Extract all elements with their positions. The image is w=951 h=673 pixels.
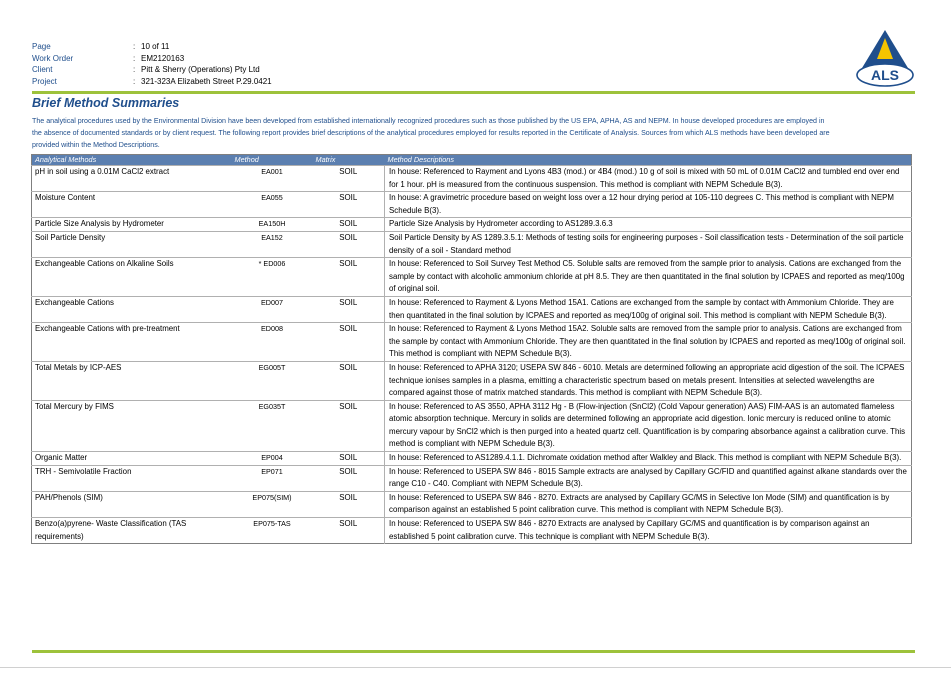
- method-description: In house: Referenced to AS 3550, APHA 3112 Hg - B (Flow-injection (SnCl2) (Cold Vapour generation) AAS) FIM-AAS is an automated flameless atomic absorption technique. Mercury in solids are determined following an appropriate acid digestion. Ionic mercury is reduced online to atomic mercury vapour by SnCl2 which is then purged into a heated quartz cell. Quantification is by comparing absorbance against a calibration curve. This method is compliant with NEPM Schedule B(3).: [385, 400, 912, 451]
- analytical-method: Exchangeable Cations with pre-treatment: [32, 323, 232, 362]
- method-description: Soil Particle Density by AS 1289.3.5.1: Methods of testing soils for engineering purposes - Soil classification tests - Determination of the soil particle density of a soil - Standard method: [385, 231, 912, 257]
- footer-divider: [32, 650, 915, 653]
- table-row: [32, 400, 912, 451]
- table-row: [32, 258, 912, 297]
- col-header-description: Method Descriptions: [385, 155, 912, 166]
- method-description: In house: Referenced to Rayment and Lyons 4B3 (mod.) or 4B4 (mod.) 10 g of soil is mixed with 50 mL of 0.01M CaCl2 and tumbled end over end for 1 hour. pH is measured from the continuous suspension. This method is compliant with NEPM Schedule B(3).: [385, 166, 912, 192]
- method-code: EA152: [232, 231, 313, 257]
- method-code: EP075(SIM): [232, 491, 313, 517]
- als-logo: [855, 29, 915, 87]
- matrix: SOIL: [313, 518, 385, 544]
- page-label: Page: [32, 42, 51, 51]
- page-value: 10 of 11: [141, 42, 170, 51]
- method-code: EP075-TAS: [232, 518, 313, 544]
- matrix: SOIL: [313, 400, 385, 451]
- method-description: In house: Referenced to USEPA SW 846 - 8015 Sample extracts are analysed by Capillary GC/FID and quantified against alkane standards over the range C10 - C40. Compliant with NEPM Schedule B(3).: [385, 465, 912, 491]
- method-code: EG005T: [232, 361, 313, 400]
- table-row: [32, 296, 912, 322]
- matrix: SOIL: [313, 258, 385, 297]
- separator: :: [133, 42, 136, 51]
- matrix: SOIL: [313, 296, 385, 322]
- analytical-method: Exchangeable Cations: [32, 296, 232, 322]
- table-row: [32, 361, 912, 400]
- matrix: SOIL: [313, 361, 385, 400]
- col-header-analytical: Analytical Methods: [32, 155, 232, 166]
- header-project-row: [32, 76, 272, 88]
- analytical-method: pH in soil using a 0.01M CaCl2 extract: [32, 166, 232, 192]
- analytical-method: PAH/Phenols (SIM): [32, 491, 232, 517]
- analytical-method: Total Mercury by FIMS: [32, 400, 232, 451]
- analytical-method: Organic Matter: [32, 452, 232, 466]
- method-code: EG035T: [232, 400, 313, 451]
- work-order-value: EM2120163: [141, 53, 185, 63]
- method-summary-table: [31, 154, 912, 544]
- client-value: Pitt & Sherry (Operations) Pty Ltd: [141, 65, 260, 75]
- report-header: [32, 41, 272, 88]
- analytical-method: TRH - Semivolatile Fraction: [32, 465, 232, 491]
- method-description: In house: Referenced to Rayment & Lyons Method 15A1. Cations are exchanged from the sample by contact with Ammonium Chloride. They are then quantitated in the final solution by ICPAES and reported as meq/100g of original soil. This method is compliant with NEPM Schedule B(3).: [385, 296, 912, 322]
- matrix: SOIL: [313, 323, 385, 362]
- method-description: Particle Size Analysis by Hydrometer according to AS1289.3.6.3: [385, 218, 912, 232]
- method-code: ED007: [232, 296, 313, 322]
- page-title: Brief Method Summaries: [32, 96, 180, 110]
- method-description: In house: Referenced to USEPA SW 846 - 8270. Extracts are analysed by Capillary GC/MS in Selective Ion Mode (SIM) and quantification is by comparison against an established 5 point calibration curve. This method is compliant with NEPM Schedule B(3).: [385, 491, 912, 517]
- separator: :: [133, 65, 136, 75]
- method-code: EP071: [232, 465, 313, 491]
- table-row: [32, 518, 912, 544]
- method-description: In house: Referenced to APHA 3120; USEPA SW 846 - 6010. Metals are determined following an appropriate acid digestion of the soil. The ICPAES technique ionises samples in a plasma, emitting a characteristic spectrum based on metals present. Intensities at selected wavelengths are compared against those of matrix matched standards. This method is compliant with NEPM Schedule B(3).: [385, 361, 912, 400]
- separator: :: [133, 77, 136, 87]
- project-value: 321-323A Elizabeth Street P.29.0421: [141, 77, 272, 87]
- analytical-method: Exchangeable Cations on Alkaline Soils: [32, 258, 232, 297]
- client-label: Client: [32, 65, 53, 75]
- col-header-matrix: Matrix: [313, 155, 385, 166]
- logo-text: ALS: [871, 67, 899, 83]
- method-code: ED008: [232, 323, 313, 362]
- table-row: [32, 192, 912, 218]
- page-edge-line: [0, 667, 951, 668]
- table-row: [32, 231, 912, 257]
- analytical-method: Particle Size Analysis by Hydrometer: [32, 218, 232, 232]
- table-header-row: [32, 155, 912, 166]
- table-row: [32, 491, 912, 517]
- matrix: SOIL: [313, 452, 385, 466]
- table-row: [32, 465, 912, 491]
- method-description: In house: A gravimetric procedure based on weight loss over a 12 hour drying period at 105-110 degrees C. This method is compliant with NEPM Schedule B(3).: [385, 192, 912, 218]
- header-work-order-row: [32, 53, 272, 65]
- analytical-method: Benzo(a)pyrene- Waste Classification (TAS requirements): [32, 518, 232, 544]
- matrix: SOIL: [313, 218, 385, 232]
- matrix: SOIL: [313, 166, 385, 192]
- method-code: EA001: [232, 166, 313, 192]
- method-code: * ED006: [232, 258, 313, 297]
- header-client-row: [32, 64, 272, 76]
- table-row: [32, 166, 912, 192]
- method-description: In house: Referenced to Rayment & Lyons Method 15A2. Soluble salts are removed from the sample prior to analysis. Cations are exchanged from the sample by contact with Ammonium Chloride. They are then quantitated in the final solution by ICPAES and reported as meq/100g of original soil. This method is compliant with NEPM Schedule B(3).: [385, 323, 912, 362]
- method-description: In house: Referenced to Soil Survey Test Method C5. Soluble salts are removed from the sample prior to analysis. Cations are exchanged from the sample by contact with alcoholic ammonium chloride at pH 8.5. They are then quantitated in the final solution by ICPAES and reported as meq/100g of original soil.: [385, 258, 912, 297]
- method-description: In house: Referenced to USEPA SW 846 - 8270 Extracts are analysed by Capillary GC/MS and quantification is by comparison against an established 5 point calibration curve. This technique is compliant with NEPM Schedule B(3).: [385, 518, 912, 544]
- method-code: EA150H: [232, 218, 313, 232]
- matrix: SOIL: [313, 192, 385, 218]
- method-code: EP004: [232, 452, 313, 466]
- table-row: [32, 452, 912, 466]
- header-divider: [32, 91, 915, 94]
- header-page-row: [32, 41, 272, 53]
- analytical-method: Moisture Content: [32, 192, 232, 218]
- separator: :: [133, 53, 136, 63]
- project-label: Project: [32, 77, 57, 87]
- analytical-method: Soil Particle Density: [32, 231, 232, 257]
- matrix: SOIL: [313, 231, 385, 257]
- analytical-method: Total Metals by ICP-AES: [32, 361, 232, 400]
- method-code: EA055: [232, 192, 313, 218]
- intro-paragraph: The analytical procedures used by the Environmental Division have been developed from established internationally recognized procedures such as those published by the US EPA, APHA, AS and NEPM. In house developed procedures are employed in the absence of documented standards or by client request. The following report provides brief descriptions of the analytical procedures employed for results reported in the Certificate of Analysis. Sources from which ALS methods have been developed are provided within the Method Descriptions.: [32, 117, 830, 149]
- table-row: [32, 323, 912, 362]
- work-order-label: Work Order: [32, 53, 74, 63]
- matrix: SOIL: [313, 465, 385, 491]
- matrix: SOIL: [313, 491, 385, 517]
- col-header-method: Method: [232, 155, 313, 166]
- table-row: [32, 218, 912, 232]
- method-description: In house: Referenced to AS1289.4.1.1. Dichromate oxidation method after Walkley and Black. This method is compliant with NEPM Schedule B(3).: [385, 452, 912, 466]
